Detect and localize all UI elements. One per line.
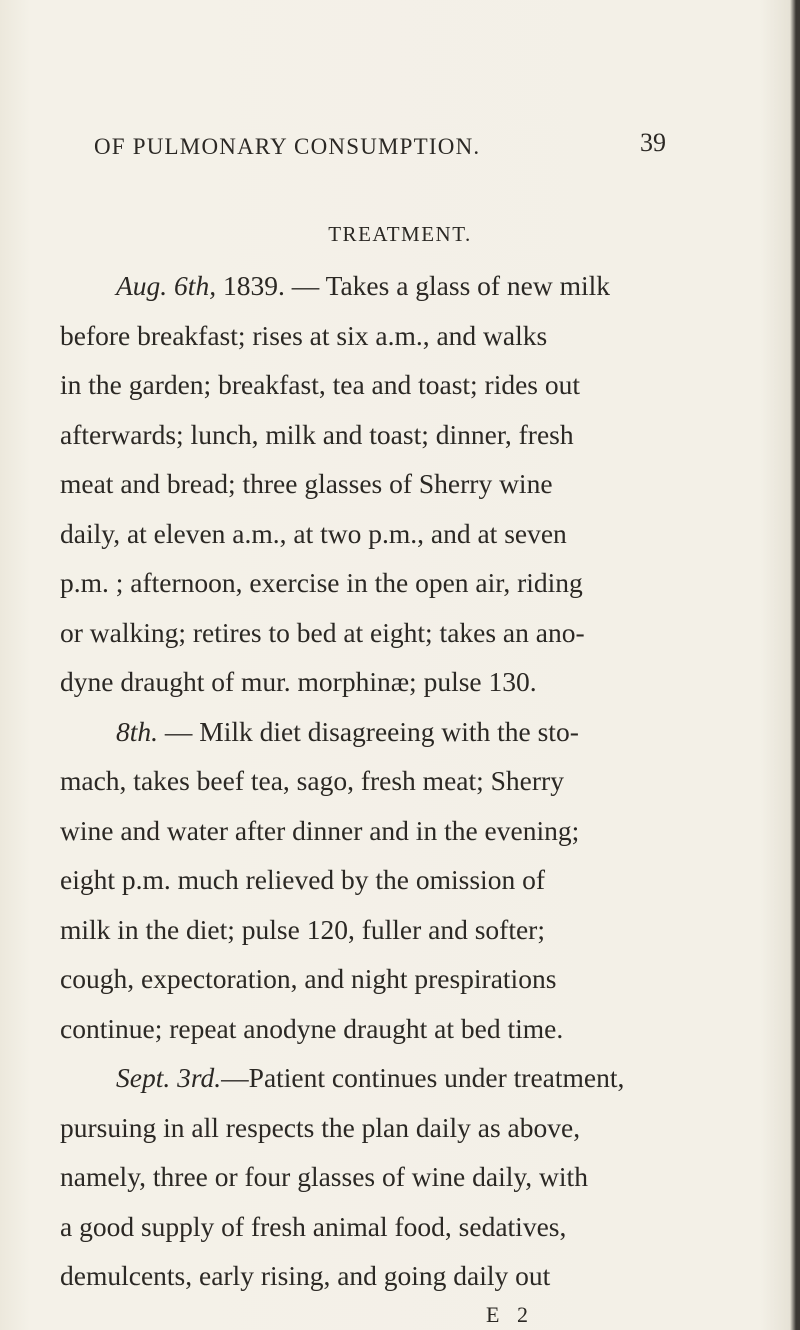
entry-date: Aug. 6th, xyxy=(116,270,217,301)
text-line: in the garden; breakfast, tea and toast; rides out xyxy=(60,369,581,400)
entry-date: Sept. 3rd. xyxy=(116,1062,222,1093)
text-line: milk in the diet; pulse 120, fuller and softer; xyxy=(60,914,545,945)
entry-date: 8th. xyxy=(116,716,159,747)
text-line: or walking; retires to bed at eight; takes an ano- xyxy=(60,617,585,648)
text-line xyxy=(116,272,610,300)
text-line: demulcents, early rising, and going daily out xyxy=(60,1260,551,1291)
text-line: wine and water after dinner and in the evening; xyxy=(60,815,580,846)
page-number: 39 xyxy=(640,128,666,157)
text-line: afterwards; lunch, milk and toast; dinner, fresh xyxy=(60,419,574,450)
text-line xyxy=(116,718,579,746)
signature-mark: E 2 xyxy=(486,1302,534,1327)
line-text: —Patient continues under treatment, xyxy=(221,1062,625,1093)
line-text: — Milk diet disagreeing with the sto- xyxy=(158,716,579,747)
section-title: TREATMENT. xyxy=(328,222,472,246)
text-line: continue; repeat anodyne draught at bed time. xyxy=(60,1013,564,1044)
text-line: a good supply of fresh animal food, sedatives, xyxy=(60,1211,567,1242)
text-line: daily, at eleven a.m., at two p.m., and at seven xyxy=(60,518,567,549)
text-line: before breakfast; rises at six a.m., and walks xyxy=(60,320,548,351)
text-line: pursuing in all respects the plan daily as above, xyxy=(60,1112,581,1143)
text-line xyxy=(116,1064,624,1092)
text-line: dyne draught of mur. morphinæ; pulse 130. xyxy=(60,666,537,697)
text-line: p.m. ; afternoon, exercise in the open air, riding xyxy=(60,567,583,598)
line-text: 1839. — Takes a glass of new milk xyxy=(216,270,611,301)
running-head: OF PULMONARY CONSUMPTION. xyxy=(94,134,481,159)
text-line: namely, three or four glasses of wine daily, with xyxy=(60,1161,588,1192)
text-line: mach, takes beef tea, sago, fresh meat; Sherry xyxy=(60,765,564,796)
text-line: meat and bread; three glasses of Sherry wine xyxy=(60,468,553,499)
text-line: cough, expectoration, and night prespirations xyxy=(60,963,557,994)
text-line: eight p.m. much relieved by the omission of xyxy=(60,864,545,895)
